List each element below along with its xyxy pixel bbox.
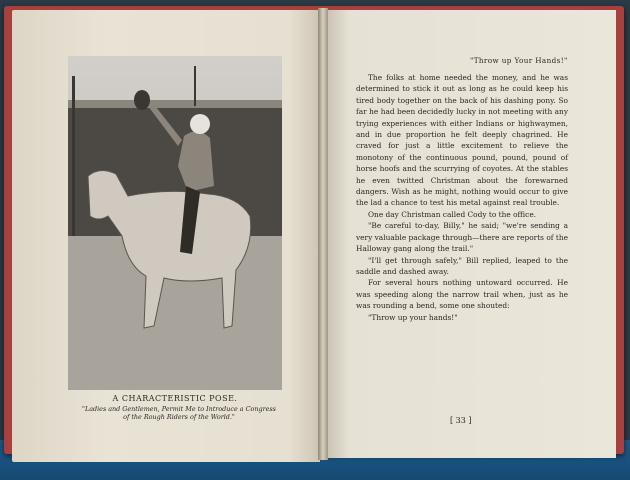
caption-title: A CHARACTERISTIC POSE. bbox=[112, 394, 238, 403]
paragraph: The folks at home needed the money, and he was determined to stick it out as long as he could keep his tired body together on the back of his dashing pony. So far he had been decidedly lucky in not meeting with any trying experiences with either Indians or highwaymen, and in due proportion he felt deeply chagrined. He craved for just a little excitement to relieve the monotony of the continuous pound, pound, pound of horse hoofs and the scurrying of coyotes. At the stables he even twitted Christman about the forewarned dangers. Wish as he might, nothing would occur to give the lad a chance to test his metal against real trouble. bbox=[356, 73, 568, 208]
running-head: "Throw up Your Hands!" bbox=[470, 56, 568, 65]
paragraph: "I'll get through safely," Bill replied, leaped to the saddle and dashed away. bbox=[356, 255, 568, 276]
book-gutter bbox=[318, 8, 328, 460]
caption-subtitle bbox=[60, 405, 298, 421]
rider-photograph bbox=[68, 56, 282, 390]
page-text bbox=[356, 72, 568, 323]
caption-line-1: "Ladies and Gentlemen, Permit Me to Introduce a Congress bbox=[82, 405, 276, 413]
page-number: [ 33 ] bbox=[450, 416, 472, 425]
paragraph: "Throw up your hands!" bbox=[368, 312, 458, 322]
paragraph: "Be careful to-day, Billy," he said; "we're sending a very valuable package through—there are reports of the Halloway gang along the trail." bbox=[356, 221, 568, 254]
paragraph: For several hours nothing untoward occurred. He was speeding along the narrow trail when, just as he was rounding a bend, some one shouted: bbox=[356, 278, 568, 311]
caption-line-2: of the Rough Riders of the World." bbox=[123, 413, 235, 421]
paragraph: One day Christman called Cody to the office. bbox=[368, 209, 537, 219]
